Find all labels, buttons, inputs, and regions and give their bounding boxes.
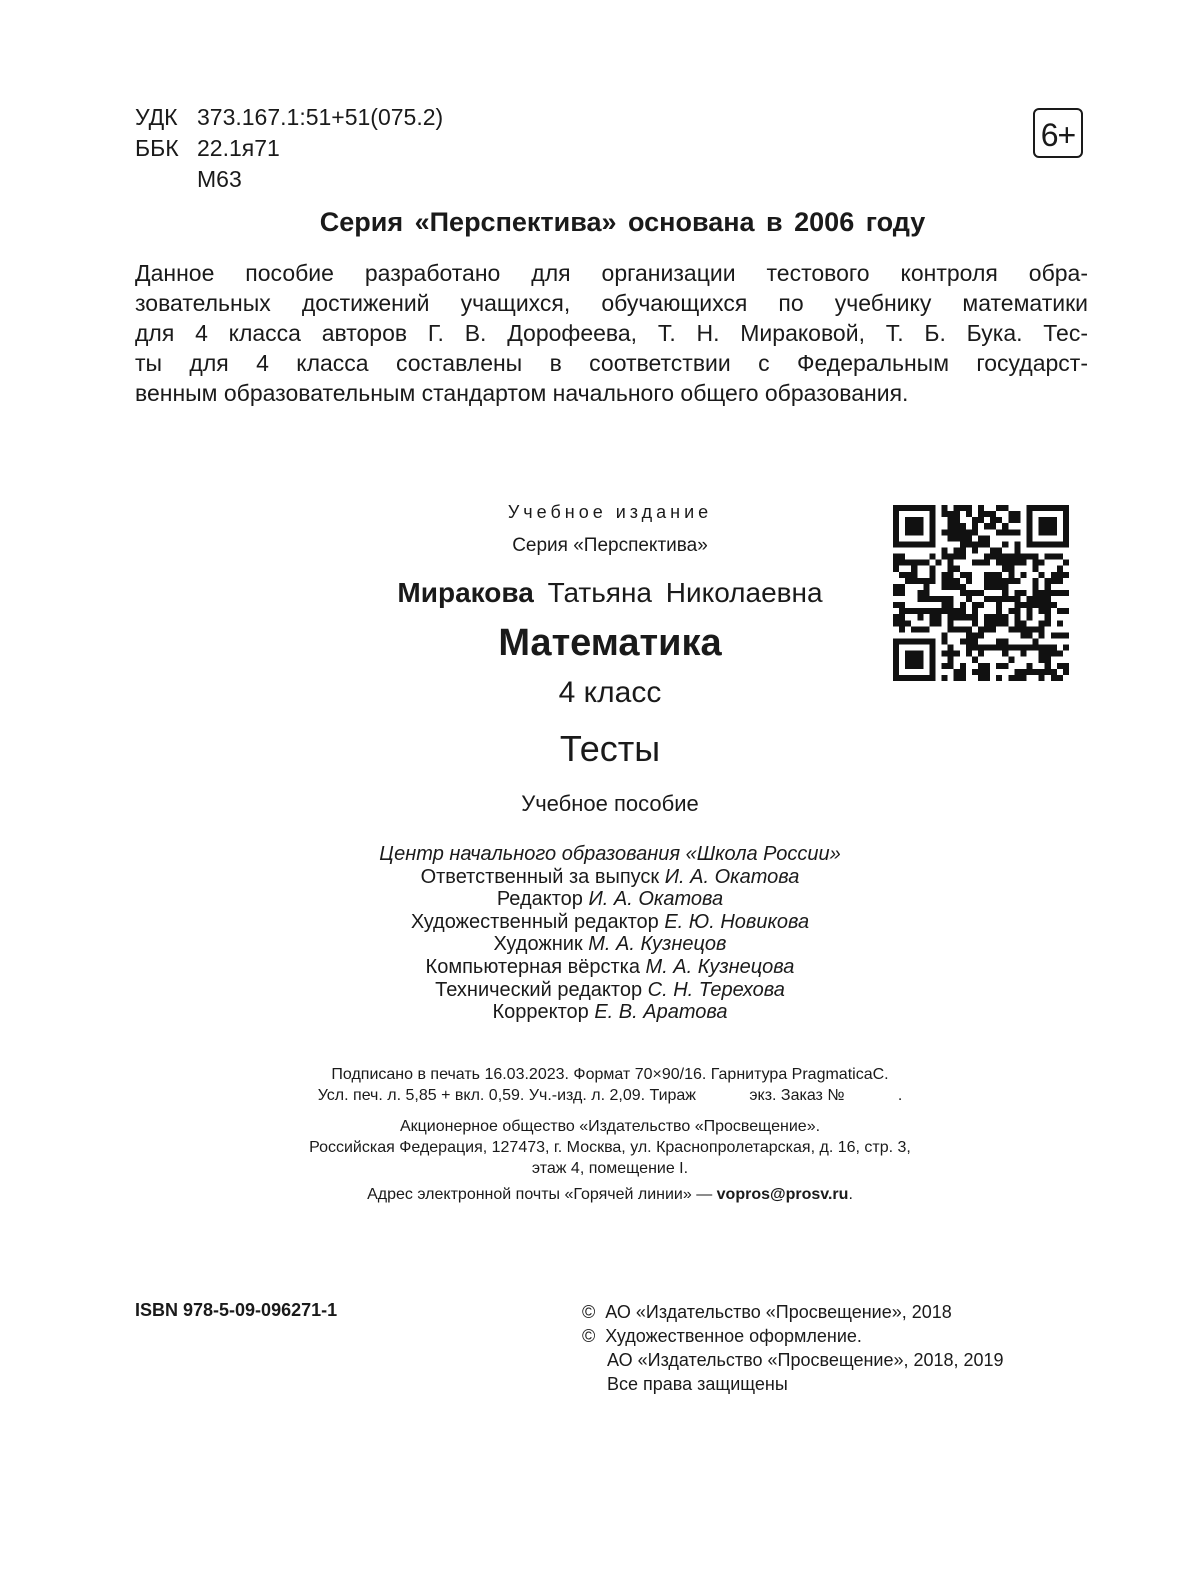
print-line: Подписано в печать 16.03.2023. Формат 70×90/16. Гарнитура PragmaticaC. [331,1066,889,1083]
copyright-line: © Художественное оформление. [582,1326,862,1346]
series-founded-heading: Серия «Перспектива» основана в 2006 году [319,207,926,237]
abstract-line: венным образовательным стандартом начального общего образования. [135,380,909,406]
classification-block [135,102,443,195]
abstract-line: зовательных достижений учащихся, обучающихся по учебнику математики [135,290,1088,316]
credit-row: Художник М. А. Кузнецов [493,933,727,956]
print-line: Российская Федерация, 127473, г. Москва, ул. Краснопролетарская, д. 16, стр. 3, [309,1139,911,1156]
udc-value: 373.167.1:51+51(075.2) [197,104,444,130]
author-given-name: Татьяна Николаевна [547,577,823,608]
isbn: ISBN 978-5-09-096271-1 [135,1300,338,1320]
copyright-line: Все права защищены [582,1374,788,1394]
edition-type: Учебное издание [507,502,713,522]
copyright-line: © АО «Издательство «Просвещение», 2018 [582,1302,952,1322]
abstract-line: для 4 класса авторов Г. В. Дорофеева, Т. Н. Мираковой, Т. Б. Бука. Тес- [135,320,1088,346]
manual-type: Учебное пособие [521,791,699,816]
credit-row: Редактор И. А. Окатова [496,888,724,911]
abstract [135,258,1088,408]
author-mark: М63 [197,166,242,192]
print-line: Акционерное общество «Издательство «Просвещение». [399,1118,821,1135]
credit-row: Корректор Е. В. Аратова [492,1001,728,1024]
print-line: этаж 4, помещение I. [531,1160,689,1177]
grade: 4 класс [558,676,662,709]
credit-row: Ответственный за выпуск И. А. Окатова [420,865,800,888]
email-link[interactable]: vopros@prosv.ru [716,1186,849,1203]
udc-label: УДК [135,104,178,130]
abstract-line: ты для 4 класса составлены в соответствии с Федеральным государст- [135,350,1088,376]
print-info [200,1064,1020,1179]
credit-row: Компьютерная вёрстка М. А. Кузнецова [425,955,795,978]
copyright-line: АО «Издательство «Просвещение», 2018, 2019 [582,1350,1004,1370]
credit-row: Художественный редактор Е. Ю. Новикова [410,910,810,933]
subtitle: Тесты [559,728,661,769]
bbk-value: 22.1я71 [197,135,280,161]
hotline-email-line: Адрес электронной почты «Горячей линии» — vopros@prosv.ru. [367,1186,853,1203]
credit-row: Технический редактор С. Н. Терехова [435,978,785,1001]
series-name: Серия «Перспектива» [512,535,708,556]
qr-code-icon[interactable] [893,505,1069,681]
credits-block [200,843,1020,1024]
author-surname: Миракова [397,577,534,608]
book-title: Математика [498,622,722,664]
print-line: Усл. печ. л. 5,85 + вкл. 0,59. Уч.-изд. л. 2,09. Тираж экз. Заказ № . [317,1087,903,1104]
education-center: Центр начального образования «Школа России» [379,843,841,865]
copyright-block [582,1300,1004,1396]
abstract-line: Данное пособие разработано для организации тестового контроля обра- [135,260,1088,286]
age-rating-badge: 6+ [1033,108,1083,158]
bbk-label: ББК [135,135,179,161]
